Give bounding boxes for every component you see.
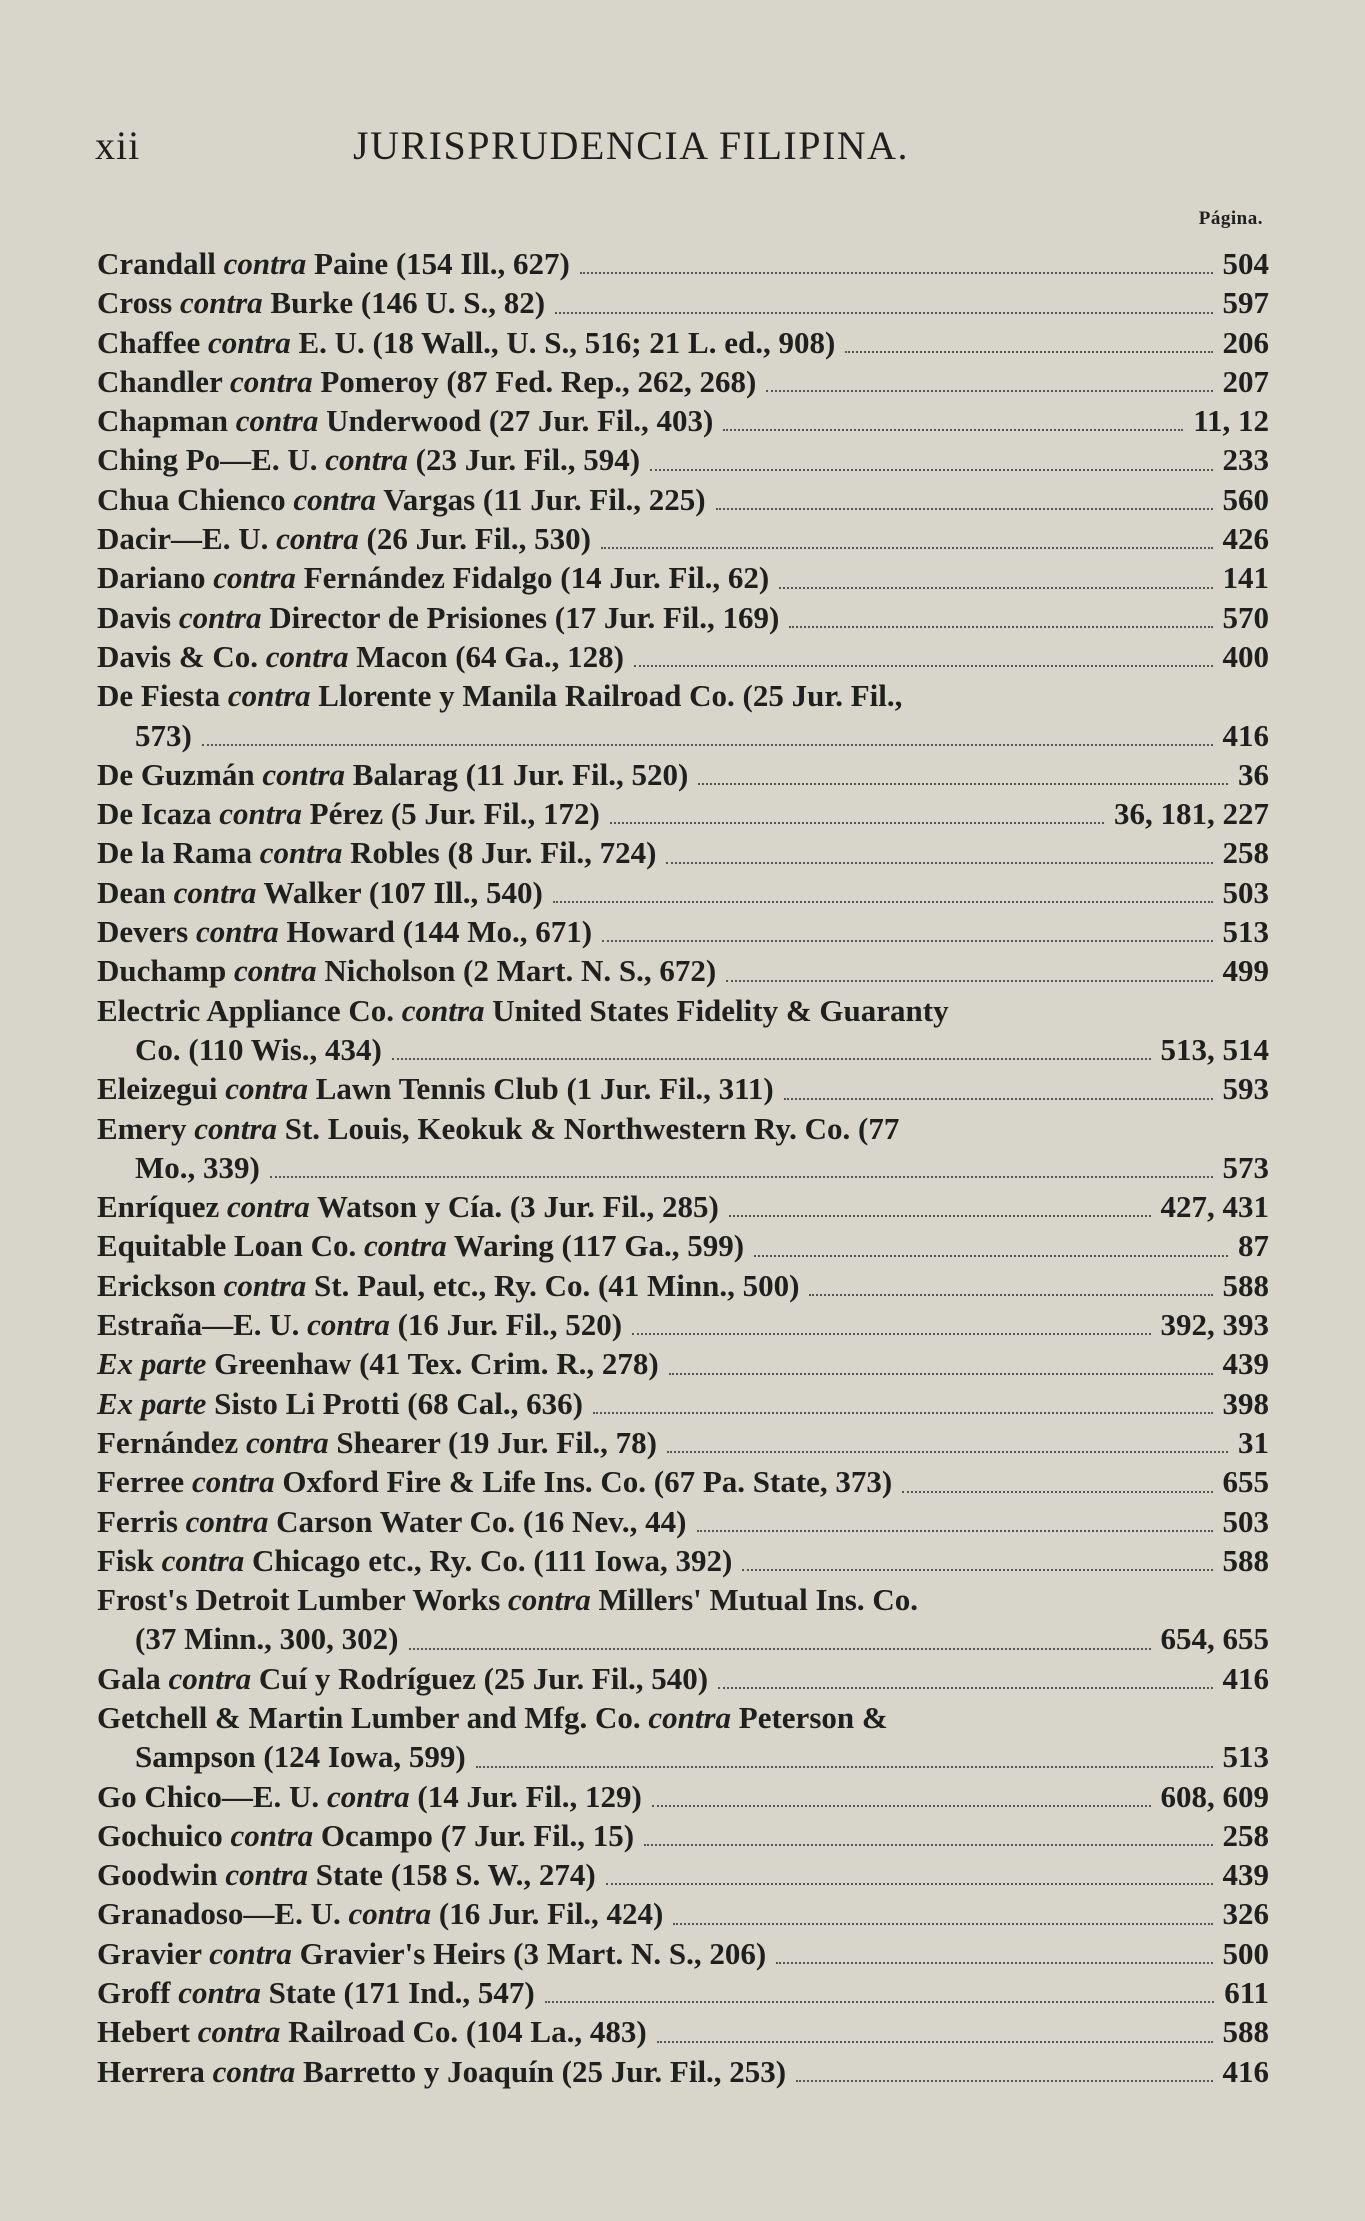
dot-leader (697, 1530, 1213, 1532)
page-reference: 597 (1222, 285, 1269, 321)
index-entry (97, 2052, 1269, 2091)
contra-word: contra (179, 285, 263, 321)
party-a: Getchell & Martin Lumber and Mfg. Co. (97, 1699, 641, 1735)
index-entry (97, 1816, 1269, 1855)
party-a: Hebert (97, 2014, 190, 2050)
party-a: Groff (97, 1975, 171, 2011)
index-entry (97, 1109, 1269, 1188)
contra-word: contra (161, 1542, 245, 1578)
contra-word: contra (173, 874, 257, 910)
dot-leader (657, 2041, 1213, 2043)
page-reference: 258 (1222, 835, 1269, 871)
page-reference: 611 (1224, 1975, 1269, 2011)
dot-leader (409, 1648, 1151, 1650)
contra-word: contra (229, 363, 313, 399)
party-b-citation: Peterson & (738, 1699, 888, 1735)
continuation-text: (37 Minn., 300, 302) (135, 1621, 399, 1657)
contra-word: contra (223, 246, 307, 281)
party-b-citation: Carson Water Co. (16 Nev., 44) (276, 1503, 687, 1539)
index-entry (97, 637, 1269, 676)
page-reference: 416 (1222, 1660, 1269, 1696)
dot-leader (632, 1333, 1150, 1335)
dot-leader (902, 1491, 1212, 1493)
dot-leader (644, 1844, 1212, 1846)
index-entry (97, 833, 1269, 872)
page-reference: 499 (1222, 953, 1269, 989)
contra-word: contra (648, 1699, 732, 1735)
index-entry (97, 1894, 1269, 1933)
party-b-citation: Howard (144 Mo., 671) (286, 914, 593, 950)
party-a: Dacir—E. U. (97, 521, 269, 557)
party-b-citation: St. Paul, etc., Ry. Co. (41 Minn., 500) (314, 1267, 800, 1303)
party-b-citation: Lawn Tennis Club (1 Jur. Fil., 311) (315, 1071, 774, 1107)
index-entry (97, 991, 1269, 1070)
party-a: Goodwin (97, 1857, 218, 1893)
dot-leader (652, 1805, 1151, 1807)
party-a: Ferree (97, 1464, 185, 1500)
party-a: Equitable Loan Co. (97, 1228, 357, 1264)
party-a: Granadoso—E. U. (97, 1896, 341, 1932)
dot-leader (754, 1255, 1228, 1257)
party-b-citation: (23 Jur. Fil., 594) (415, 442, 641, 478)
dot-leader (650, 469, 1212, 471)
party-b-citation: Balarag (11 Jur. Fil., 520) (352, 756, 689, 792)
index-entry (97, 1266, 1269, 1305)
party-b-citation: Sisto Li Protti (68 Cal., 636) (214, 1385, 583, 1421)
party-b-citation: Chicago etc., Ry. Co. (111 Iowa, 392) (252, 1542, 733, 1578)
index-entry (97, 1580, 1269, 1659)
party-b-citation: Ocampo (7 Jur. Fil., 15) (320, 1817, 635, 1853)
dot-leader (634, 665, 1213, 667)
party-a: Cross (97, 285, 173, 321)
contra-word: contra (213, 560, 296, 596)
party-a: De Fiesta (97, 678, 221, 714)
dot-leader (723, 429, 1183, 431)
page-reference: 570 (1222, 599, 1269, 635)
party-b-citation: Macon (64 Ga., 128) (356, 638, 624, 674)
page-reference: 503 (1222, 1503, 1269, 1539)
case-index-list (97, 244, 1269, 2091)
contra-word: contra (235, 403, 319, 439)
party-a: Frost's Detroit Lumber Works (97, 1582, 501, 1618)
party-a: Fisk (97, 1542, 154, 1578)
page-reference: 588 (1222, 2014, 1269, 2050)
page-reference: 141 (1222, 560, 1269, 596)
page-reference: 11, 12 (1193, 403, 1269, 439)
index-entry (97, 1973, 1269, 2012)
contra-word: contra (348, 1896, 432, 1932)
page-reference: 31 (1238, 1424, 1269, 1460)
party-a: Dariano (97, 560, 206, 596)
page-reference: 513, 514 (1160, 1031, 1269, 1067)
page-reference: 326 (1222, 1896, 1269, 1932)
index-entry (97, 558, 1269, 597)
index-entry (97, 951, 1269, 990)
contra-word: contra (364, 1228, 447, 1264)
contra-word: contra (276, 521, 359, 557)
dot-leader (669, 1373, 1213, 1375)
contra-word: contra (225, 1857, 309, 1893)
dot-leader (553, 901, 1213, 903)
party-b-citation: Cuí y Rodríguez (25 Jur. Fil., 540) (258, 1660, 709, 1696)
index-entry (97, 1226, 1269, 1265)
dot-leader (606, 1883, 1213, 1885)
index-entry (97, 1069, 1269, 1108)
index-entry (97, 1423, 1269, 1462)
dot-leader (776, 1962, 1212, 1964)
dot-leader (766, 390, 1212, 392)
contra-word: contra (401, 992, 485, 1028)
index-entry (97, 1777, 1269, 1816)
party-b-citation: Gravier's Heirs (3 Mart. N. S., 206) (299, 1935, 767, 1971)
party-b-citation: St. Louis, Keokuk & Northwestern Ry. Co. (77 (284, 1110, 900, 1146)
party-a: Chandler (97, 363, 223, 399)
party-a: Enríquez (97, 1189, 220, 1225)
party-b-citation: Underwood (27 Jur. Fil., 403) (326, 403, 714, 439)
page-reference: 513 (1222, 1739, 1269, 1775)
index-entry (97, 1187, 1269, 1226)
page-reference: 588 (1222, 1542, 1269, 1578)
continuation-text: 573) (135, 717, 192, 753)
index-entry (97, 244, 1269, 283)
page-reference: 427, 431 (1160, 1189, 1269, 1225)
index-entry (97, 676, 1269, 755)
contra-word: contra (185, 1503, 269, 1539)
dot-leader (845, 351, 1212, 353)
party-b-citation: Millers' Mutual Ins. Co. (598, 1582, 918, 1618)
party-a: Erickson (97, 1267, 216, 1303)
contra-word: contra (168, 1660, 252, 1696)
party-a: Herrera (97, 2053, 205, 2089)
contra-word: contra (178, 599, 262, 635)
contra-word: contra (230, 1817, 314, 1853)
page-reference: 426 (1222, 521, 1269, 557)
index-entry (97, 598, 1269, 637)
dot-leader (202, 744, 1213, 746)
party-b-citation: Pérez (5 Jur. Fil., 172) (309, 796, 600, 832)
party-b-citation: Llorente y Manila Railroad Co. (25 Jur. Fil., (318, 678, 903, 714)
ex-parte-label: Ex parte (97, 1346, 207, 1382)
page-reference: 503 (1222, 874, 1269, 910)
dot-leader (476, 1766, 1213, 1768)
contra-word: contra (208, 324, 291, 360)
contra-word: contra (194, 1110, 277, 1146)
party-a: Davis & Co. (97, 638, 259, 674)
page-reference: 233 (1222, 442, 1269, 478)
party-b-citation: United States Fidelity & Guaranty (492, 992, 949, 1028)
party-b-citation: Fernández Fidalgo (14 Jur. Fil., 62) (303, 560, 770, 596)
party-b-citation: Paine (154 Ill., 627) (314, 246, 570, 281)
party-a: De Guzmán (97, 756, 255, 792)
contra-word: contra (233, 953, 317, 989)
index-entry (97, 1502, 1269, 1541)
contra-word: contra (225, 1071, 308, 1107)
dot-leader (729, 1215, 1151, 1217)
party-b-citation: State (158 S. W., 274) (315, 1857, 596, 1893)
index-entry (97, 873, 1269, 912)
continuation-text: Mo., 339) (135, 1149, 260, 1185)
party-a: Ferris (97, 1503, 178, 1539)
page-number: xii (95, 123, 141, 168)
page-header (95, 122, 1275, 182)
party-a: De la Rama (97, 835, 252, 871)
page-reference: 513 (1222, 914, 1269, 950)
dot-leader (779, 587, 1212, 589)
dot-leader (716, 508, 1213, 510)
party-b-citation: Burke (146 U. S., 82) (270, 285, 546, 321)
page-reference: 504 (1222, 246, 1269, 281)
dot-leader (809, 1294, 1212, 1296)
contra-word: contra (227, 678, 311, 714)
page-reference: 416 (1222, 717, 1269, 753)
dot-leader (545, 2001, 1214, 2003)
contra-word: contra (191, 1464, 275, 1500)
page-reference: 398 (1222, 1385, 1269, 1421)
ex-parte-label: Ex parte (97, 1385, 207, 1421)
party-b-citation: (16 Jur. Fil., 424) (438, 1896, 664, 1932)
index-entry (97, 1698, 1269, 1777)
dot-leader (602, 940, 1212, 942)
party-a: Chua Chienco (97, 481, 286, 517)
page-reference: 500 (1222, 1935, 1269, 1971)
party-a: Duchamp (97, 953, 227, 989)
index-entry (97, 1462, 1269, 1501)
index-entry (97, 362, 1269, 401)
party-b-citation: Watson y Cía. (3 Jur. Fil., 285) (316, 1189, 719, 1225)
index-entry (97, 440, 1269, 479)
dot-leader (392, 1058, 1151, 1060)
contra-word: contra (223, 1267, 307, 1303)
page-reference: 560 (1222, 481, 1269, 517)
dot-leader (593, 1412, 1213, 1414)
page-reference: 439 (1222, 1346, 1269, 1382)
party-b-citation: (16 Jur. Fil., 520) (397, 1307, 623, 1343)
party-b-citation: Oxford Fire & Life Ins. Co. (67 Pa. State, 373) (282, 1464, 893, 1500)
party-a: Gochuico (97, 1817, 223, 1853)
index-entry (97, 1344, 1269, 1383)
index-entry (97, 323, 1269, 362)
contra-word: contra (259, 835, 343, 871)
continuation-text: Co. (110 Wis., 434) (135, 1031, 382, 1067)
dot-leader (789, 626, 1212, 628)
dot-leader (555, 312, 1212, 314)
page-reference: 207 (1222, 363, 1269, 399)
party-b-citation: Railroad Co. (104 La., 483) (288, 2014, 647, 2050)
index-entry (97, 1934, 1269, 1973)
index-entry (97, 912, 1269, 951)
index-entry (97, 2012, 1269, 2051)
party-b-citation: E. U. (18 Wall., U. S., 516; 21 L. ed., 908) (298, 324, 836, 360)
party-a: Chaffee (97, 324, 201, 360)
contra-word: contra (245, 1424, 329, 1460)
party-b-citation: Director de Prisiones (17 Jur. Fil., 169) (269, 599, 780, 635)
party-b-citation: Vargas (11 Jur. Fil., 225) (383, 481, 706, 517)
party-a: Eleizegui (97, 1071, 218, 1107)
contra-word: contra (326, 1778, 410, 1814)
index-entry (97, 480, 1269, 519)
dot-leader (667, 1451, 1228, 1453)
party-a: Go Chico—E. U. (97, 1778, 320, 1814)
dot-leader (601, 547, 1213, 549)
page-title: JURISPRUDENCIA FILIPINA. (353, 123, 910, 168)
index-entry (97, 519, 1269, 558)
party-b-citation: (14 Jur. Fil., 129) (417, 1778, 642, 1814)
index-entry (97, 1541, 1269, 1580)
index-entry (97, 794, 1269, 833)
party-a: Electric Appliance Co. (97, 992, 395, 1028)
contra-word: contra (212, 2053, 296, 2089)
page-reference: 87 (1238, 1228, 1269, 1264)
page-reference: 392, 393 (1160, 1307, 1269, 1343)
dot-leader (673, 1923, 1212, 1925)
index-entry (97, 401, 1269, 440)
page-reference: 593 (1222, 1071, 1269, 1107)
contra-word: contra (307, 1307, 390, 1343)
party-b-citation: Barretto y Joaquín (25 Jur. Fil., 253) (303, 2053, 787, 2089)
dot-leader (666, 862, 1212, 864)
dot-leader (742, 1569, 1212, 1571)
party-a: Chapman (97, 403, 228, 439)
page-reference: 655 (1222, 1464, 1269, 1500)
dot-leader (796, 2080, 1212, 2082)
party-a: Dean (97, 874, 166, 910)
dot-leader (718, 1687, 1212, 1689)
party-a: Davis (97, 599, 172, 635)
dot-leader (270, 1176, 1213, 1178)
party-a: Fernández (97, 1424, 239, 1460)
dot-leader (698, 783, 1228, 785)
party-a: Estraña—E. U. (97, 1307, 300, 1343)
contra-word: contra (178, 1975, 261, 2011)
party-b-citation: Walker (107 Ill., 540) (263, 874, 543, 910)
index-entry (97, 283, 1269, 322)
party-a: De Icaza (97, 796, 212, 832)
dot-leader (580, 272, 1213, 274)
page-reference: 206 (1222, 324, 1269, 360)
page-reference: 588 (1222, 1267, 1269, 1303)
dot-leader (784, 1098, 1213, 1100)
party-a: Devers (97, 914, 189, 950)
party-b-citation: State (171 Ind., 547) (268, 1975, 535, 2011)
page-reference: 608, 609 (1160, 1778, 1269, 1814)
contra-word: contra (262, 756, 346, 792)
page-reference: 258 (1222, 1817, 1269, 1853)
column-heading: Página. (1198, 208, 1263, 229)
index-entry (97, 1305, 1269, 1344)
page-reference: 400 (1222, 638, 1269, 674)
contra-word: contra (325, 442, 408, 478)
party-a: Crandall (97, 246, 216, 281)
page-reference: 36 (1238, 756, 1269, 792)
party-b-citation: Shearer (19 Jur. Fil., 78) (336, 1424, 658, 1460)
contra-word: contra (265, 638, 349, 674)
index-entry (97, 755, 1269, 794)
page-reference: 573 (1222, 1149, 1269, 1185)
party-b-citation: Robles (8 Jur. Fil., 724) (350, 835, 657, 871)
contra-word: contra (508, 1582, 591, 1618)
continuation-text: Sampson (124 Iowa, 599) (135, 1739, 466, 1775)
party-b-citation: Waring (117 Ga., 599) (453, 1228, 745, 1264)
party-a: Emery (97, 1110, 187, 1146)
contra-word: contra (219, 796, 302, 832)
contra-word: contra (227, 1189, 310, 1225)
party-a: Gravier (97, 1935, 202, 1971)
dot-leader (610, 822, 1104, 824)
party-b-citation: (26 Jur. Fil., 530) (366, 521, 591, 557)
contra-word: contra (195, 914, 279, 950)
party-b-citation: Pomeroy (87 Fed. Rep., 262, 268) (320, 363, 757, 399)
index-entry (97, 1855, 1269, 1894)
contra-word: contra (209, 1935, 292, 1971)
page-reference: 439 (1222, 1857, 1269, 1893)
page-reference: 36, 181, 227 (1114, 796, 1269, 832)
page-reference: 416 (1222, 2053, 1269, 2089)
contra-word: contra (293, 481, 377, 517)
index-entry (97, 1659, 1269, 1698)
page-reference: 654, 655 (1160, 1621, 1269, 1657)
party-b-citation: Greenhaw (41 Tex. Crim. R., 278) (214, 1346, 659, 1382)
dot-leader (726, 980, 1212, 982)
contra-word: contra (197, 2014, 281, 2050)
party-a: Gala (97, 1660, 161, 1696)
party-a: Ching Po—E. U. (97, 442, 318, 478)
party-b-citation: Nicholson (2 Mart. N. S., 672) (324, 953, 717, 989)
index-entry (97, 1384, 1269, 1423)
